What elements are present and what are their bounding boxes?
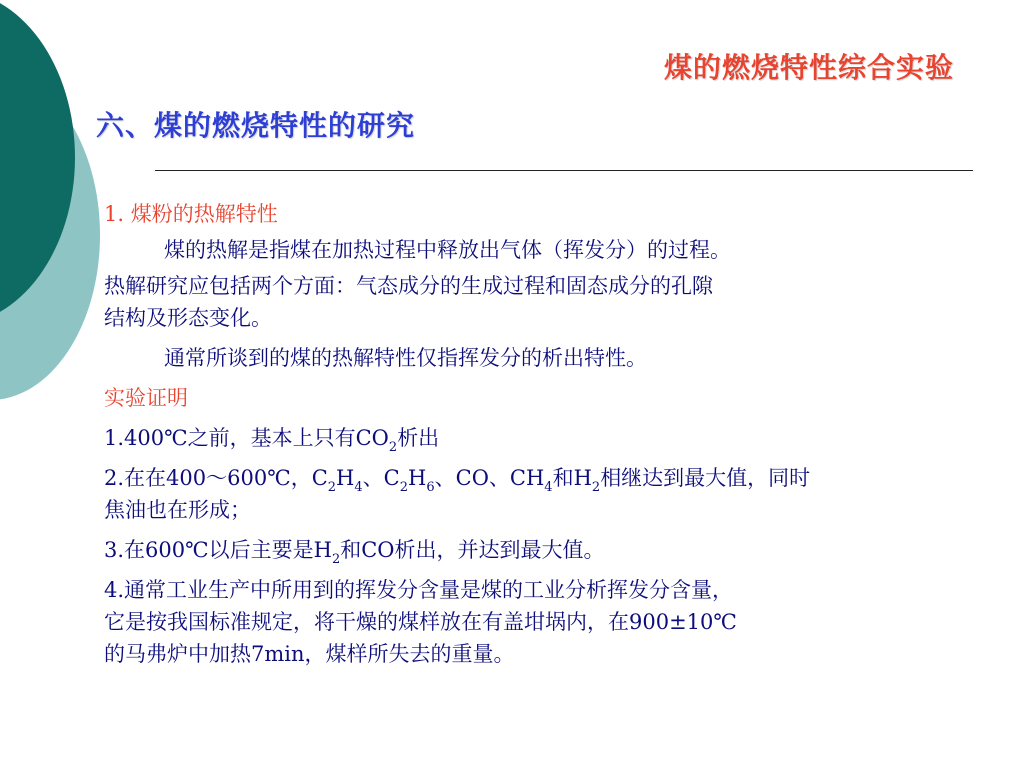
intro-paragraph-3: 通常所谈到的煤的热解特性仅指挥发分的析出特性。 bbox=[164, 346, 647, 370]
intro-paragraph-2-line-2: 结构及形态变化。 bbox=[104, 306, 272, 330]
finding-item-2: 2.在在400～600℃，$C_2H_4$、$C_2H_6$、CO、$CH_4$和$H_2$相继达到最大值，同时 bbox=[104, 466, 811, 495]
section-title: 六、煤的燃烧特性的研究 bbox=[96, 109, 416, 142]
deck-title: 煤的燃烧特性综合实验 bbox=[663, 51, 954, 84]
title-divider bbox=[155, 170, 973, 171]
finding-item-4-line-1: 4.通常工业生产中所用到的挥发分含量是煤的工业分析挥发分含量， bbox=[104, 578, 734, 602]
intro-paragraph-1: 煤的热解是指煤在加热过程中释放出气体（挥发分）的过程。 bbox=[164, 238, 731, 262]
subsection-heading: 1. 煤粉的热解特性 bbox=[104, 202, 278, 226]
findings-label: 实验证明 bbox=[104, 386, 188, 410]
finding-item-1: 1.400℃之前，基本上只有$CO_2$析出 bbox=[104, 426, 440, 455]
finding-item-4-line-2: 它是按我国标准规定，将干燥的煤样放在有盖坩埚内，在900±10℃ bbox=[104, 610, 737, 634]
intro-paragraph-2-line-1: 热解研究应包括两个方面：气态成分的生成过程和固态成分的孔隙 bbox=[104, 274, 713, 298]
finding-item-3: 3.在600℃以后主要是$H_2$和CO析出，并达到最大值。 bbox=[104, 538, 605, 567]
finding-item-2-line-2: 焦油也在形成； bbox=[104, 498, 251, 522]
finding-item-4-line-3: 的马弗炉中加热7min，煤样所失去的重量。 bbox=[104, 642, 515, 666]
slide-content bbox=[104, 198, 964, 670]
